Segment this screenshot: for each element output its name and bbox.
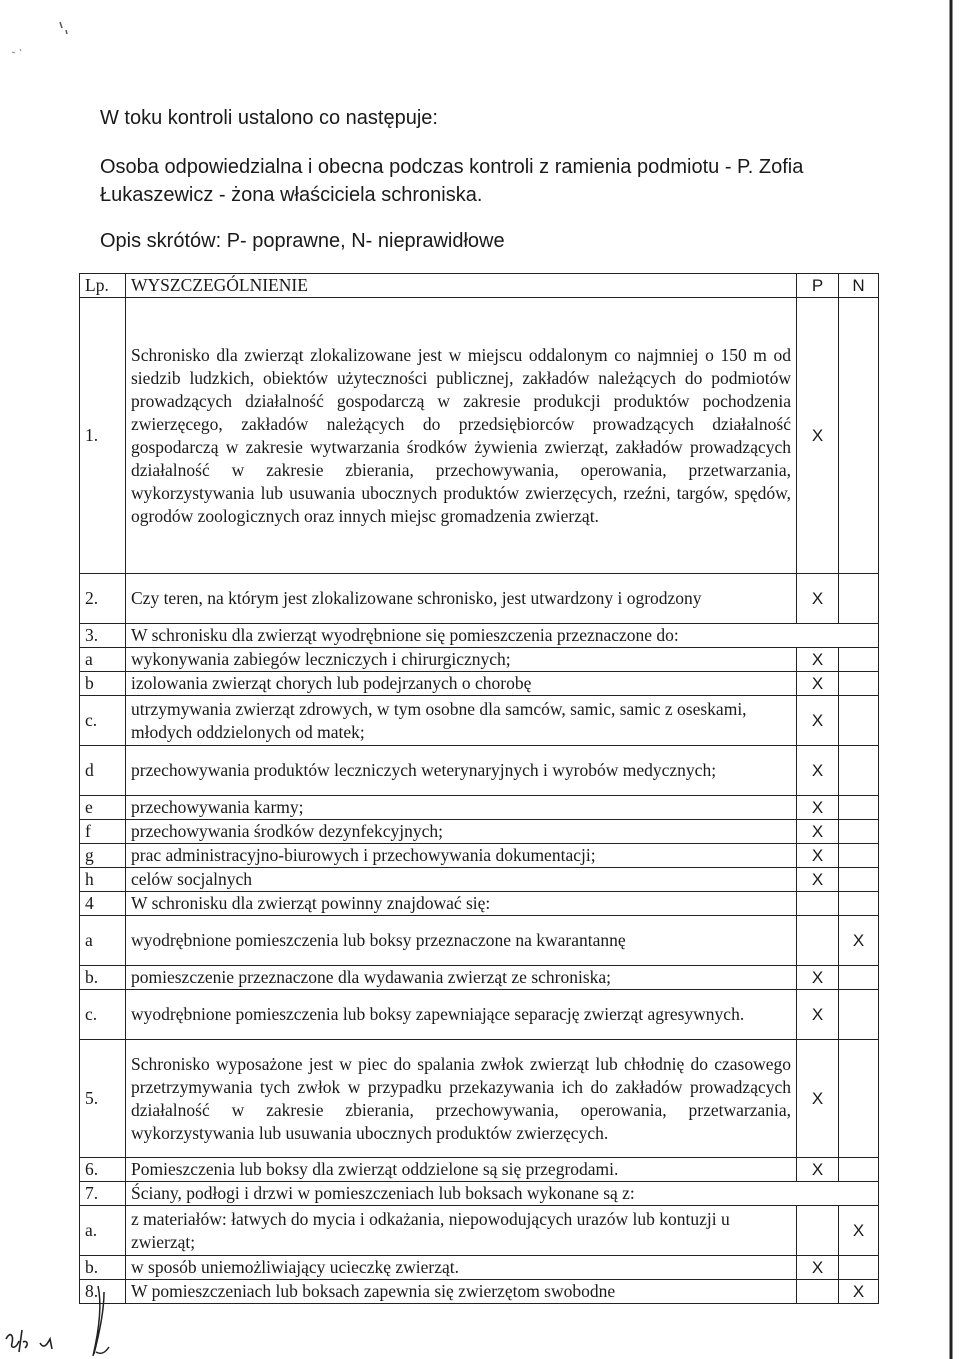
row-number: 3. <box>80 624 126 648</box>
row-number: 1. <box>80 298 126 574</box>
row-number: b. <box>80 1256 126 1280</box>
intro-line-responsible-person: Osoba odpowiedzialna i obecna podczas kontroli z ramienia podmiotu - P. Zofia Łukaszewicz - żona właściciela schroniska. <box>100 156 804 206</box>
row-mark-n <box>839 1256 879 1280</box>
row-mark-p: X <box>797 844 839 868</box>
row-mark-n <box>839 868 879 892</box>
header-lp: Lp. <box>80 274 126 298</box>
row-number: c. <box>80 696 126 746</box>
row-number: 7. <box>80 1182 126 1206</box>
row-number: h <box>80 868 126 892</box>
row-text: prac administracyjno-biurowych i przechowywania dokumentacji; <box>126 844 797 868</box>
row-number: c. <box>80 990 126 1040</box>
row-number: g <box>80 844 126 868</box>
table-row <box>80 1206 879 1256</box>
row-mark-n <box>839 1040 879 1158</box>
row-number: 4 <box>80 892 126 916</box>
row-number: a <box>80 916 126 966</box>
row-text: przechowywania środków dezynfekcyjnych; <box>126 820 797 844</box>
inspection-table <box>79 273 879 1304</box>
row-mark-p: X <box>797 1158 839 1182</box>
row-text: Schronisko wyposażone jest w piec do spalania zwłok zwierząt lub chłodnię do czasowego przetrzymywania tych zwłok w przypadku przekazywania ich do zakładów prowadzących działalność w zakresie zbierania, przechowywania, operowania, przetwarzania, wykorzystywania lub usuwania ubocznych produktów zwierzęcych. <box>126 1040 797 1158</box>
row-mark-n <box>839 746 879 796</box>
row-mark-p <box>797 916 839 966</box>
row-mark-n: X <box>839 1206 879 1256</box>
row-text: utrzymywania zwierząt zdrowych, w tym osobne dla samców, samic, samic z oseskami, młodych oddzielonych od matek; <box>126 696 797 746</box>
row-text: celów socjalnych <box>126 868 797 892</box>
header-n: N <box>839 274 879 298</box>
row-mark-p <box>797 1206 839 1256</box>
row-text: izolowania zwierząt chorych lub podejrzanych o chorobę <box>126 672 797 696</box>
table-row <box>80 1158 879 1182</box>
table-row <box>80 892 879 916</box>
row-number: e <box>80 796 126 820</box>
row-mark-n <box>839 1158 879 1182</box>
table-row <box>80 624 879 648</box>
row-number: 6. <box>80 1158 126 1182</box>
table-row <box>80 1280 879 1304</box>
row-mark-n: X <box>839 1280 879 1304</box>
row-text: wykonywania zabiegów leczniczych i chirurgicznych; <box>126 648 797 672</box>
row-mark-p: X <box>797 746 839 796</box>
row-text: w sposób uniemożliwiający ucieczkę zwierząt. <box>126 1256 797 1280</box>
row-mark-n <box>839 820 879 844</box>
table-row <box>80 648 879 672</box>
speck-mark <box>60 22 67 34</box>
row-number: a <box>80 648 126 672</box>
speck-mark <box>12 49 21 53</box>
row-mark-n <box>839 990 879 1040</box>
row-mark-p: X <box>797 648 839 672</box>
table-row <box>80 298 879 574</box>
row-number: b. <box>80 966 126 990</box>
table-row <box>80 1256 879 1280</box>
table-header-row <box>80 274 879 298</box>
row-mark-p: X <box>797 990 839 1040</box>
row-text: W schronisku dla zwierząt powinny znajdować się: <box>126 892 797 916</box>
row-mark-n <box>839 648 879 672</box>
row-number: f <box>80 820 126 844</box>
table-row <box>80 746 879 796</box>
row-text: Schronisko dla zwierząt zlokalizowane jest w miejscu oddalonym co najmniej o 150 m od siedzib ludzkich, obiektów użyteczności publicznej, zakładów należących do podmiotów prowadzących działalność gospodarczą w zakresie produkcji produktów pochodzenia zwierzęcego, zakładów należących do przedsiębiorców prowadzących działalność gospodarczą w zakresie wytwarzania środków żywienia zwierząt, zakładów prowadzących działalność w zakresie zbierania, przechowywania, operowania, przetwarzania, wykorzystywania lub usuwania ubocznych produktów zwierzęcych, rzeźni, targów, spędów, ogrodów zoologicznych oraz innych miejsc gromadzenia zwierząt. <box>126 298 797 574</box>
row-mark-p: X <box>797 672 839 696</box>
row-mark-n <box>839 844 879 868</box>
table-row <box>80 672 879 696</box>
row-mark-p: X <box>797 820 839 844</box>
row-text: W pomieszczeniach lub boksach zapewnia się zwierzętom swobodne <box>126 1280 797 1304</box>
row-number: d <box>80 746 126 796</box>
row-text: przechowywania karmy; <box>126 796 797 820</box>
row-number: a. <box>80 1206 126 1256</box>
row-mark-p: X <box>797 1040 839 1158</box>
header-p: P <box>797 274 839 298</box>
row-mark-n <box>839 672 879 696</box>
table-row <box>80 868 879 892</box>
row-text: Pomieszczenia lub boksy dla zwierząt oddzielone są się przegrodami. <box>126 1158 797 1182</box>
row-text: z materiałów: łatwych do mycia i odkażania, niepowodujących urazów lub kontuzji u zwierząt; <box>126 1206 797 1256</box>
table-row <box>80 1040 879 1158</box>
table-row <box>80 1182 879 1206</box>
row-mark-n <box>839 574 879 624</box>
handwritten-initials-mark <box>6 1330 52 1352</box>
table-row <box>80 844 879 868</box>
row-mark-p: X <box>797 966 839 990</box>
table-row <box>80 966 879 990</box>
row-text: W schronisku dla zwierząt wyodrębnione się pomieszczenia przeznaczone do: <box>126 624 879 648</box>
row-mark-n <box>839 892 879 916</box>
row-text: wyodrębnione pomieszczenia lub boksy przeznaczone na kwarantannę <box>126 916 797 966</box>
row-mark-n <box>839 966 879 990</box>
row-text: Czy teren, na którym jest zlokalizowane schronisko, jest utwardzony i ogrodzony <box>126 574 797 624</box>
row-text: pomieszczenie przeznaczone dla wydawania zwierząt ze schroniska; <box>126 966 797 990</box>
row-mark-p: X <box>797 298 839 574</box>
row-mark-n <box>839 796 879 820</box>
intro-line-abbreviations: Opis skrótów: P- poprawne, N- nieprawidłowe <box>100 230 505 252</box>
table-row <box>80 574 879 624</box>
table-row <box>80 696 879 746</box>
row-mark-p: X <box>797 574 839 624</box>
row-number: 8. <box>80 1280 126 1304</box>
intro-line-findings: W toku kontroli ustalono co następuje: <box>100 107 438 129</box>
row-mark-p <box>797 892 839 916</box>
row-mark-p: X <box>797 1256 839 1280</box>
row-text: Ściany, podłogi i drzwi w pomieszczeniach lub boksach wykonane są z: <box>126 1182 879 1206</box>
row-mark-p: X <box>797 696 839 746</box>
header-description: WYSZCZEGÓLNIENIE <box>126 274 797 298</box>
row-number: b <box>80 672 126 696</box>
table-row <box>80 796 879 820</box>
row-mark-n <box>839 696 879 746</box>
row-mark-p <box>797 1280 839 1304</box>
row-number: 5. <box>80 1040 126 1158</box>
table-row <box>80 820 879 844</box>
row-mark-n: X <box>839 916 879 966</box>
row-text: przechowywania produktów leczniczych weterynaryjnych i wyrobów medycznych; <box>126 746 797 796</box>
table-row <box>80 916 879 966</box>
row-mark-p: X <box>797 796 839 820</box>
row-text: wyodrębnione pomieszczenia lub boksy zapewniające separację zwierząt agresywnych. <box>126 990 797 1040</box>
row-mark-p: X <box>797 868 839 892</box>
row-mark-n <box>839 298 879 574</box>
table-row <box>80 990 879 1040</box>
row-number: 2. <box>80 574 126 624</box>
